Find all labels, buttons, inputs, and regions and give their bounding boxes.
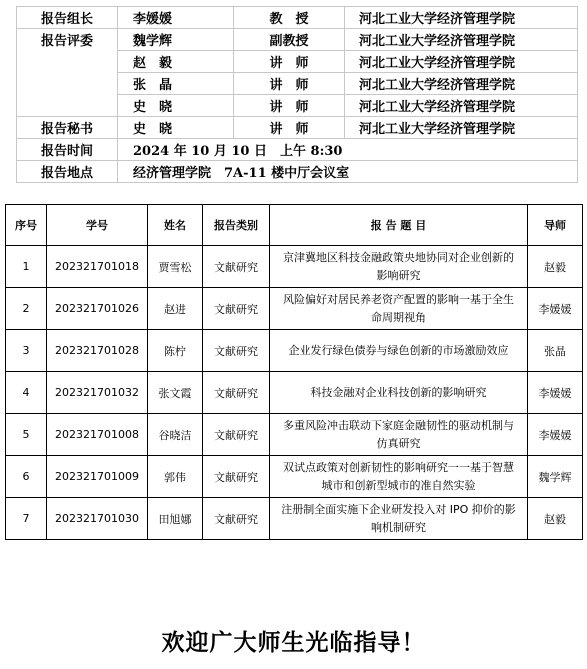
time-value: 2024 年 10 月 10 日 上午 8:30 [118,139,578,161]
schedule-table [5,204,583,540]
role-cell [17,51,118,73]
row-no: 6 [6,456,47,498]
row-advisor: 赵毅 [528,246,583,288]
member-name: 赵 毅 [118,51,234,73]
welcome-footer: 欢迎广大师生光临指导！ [161,629,426,656]
row-topic: 京津冀地区科技金融政策央地协同对企业创新的影响研究 [270,246,528,288]
committee-row [17,7,578,29]
table-row [6,456,583,498]
header-type: 报告类别 [203,205,270,246]
member-affiliation: 河北工业大学经济管理学院 [345,29,578,51]
row-name: 赵进 [148,288,203,330]
committee-row [17,117,578,139]
row-type: 文献研究 [203,414,270,456]
row-no: 4 [6,372,47,414]
row-advisor: 李媛媛 [528,288,583,330]
member-name: 史 晓 [118,95,234,117]
row-student-id: 202321701032 [47,372,148,414]
member-title: 讲 师 [234,73,345,95]
row-advisor: 李媛媛 [528,414,583,456]
member-title: 副教授 [234,29,345,51]
role-cell [17,73,118,95]
row-topic: 注册制全面实施下企业研发投入对 IPO 抑价的影响机制研究 [270,498,528,540]
row-topic: 科技金融对企业科技创新的影响研究 [270,372,528,414]
row-student-id: 202321701028 [47,330,148,372]
member-name: 魏学辉 [118,29,234,51]
row-type: 文献研究 [203,498,270,540]
row-no: 7 [6,498,47,540]
member-affiliation: 河北工业大学经济管理学院 [345,95,578,117]
row-advisor: 魏学辉 [528,456,583,498]
header-advisor: 导师 [528,205,583,246]
schedule-header-row [6,205,583,246]
row-advisor: 张晶 [528,330,583,372]
row-type: 文献研究 [203,456,270,498]
row-name: 张文霞 [148,372,203,414]
time-row [17,139,578,161]
row-student-id: 202321701008 [47,414,148,456]
role-cell [17,95,118,117]
row-topic: 企业发行绿色债券与绿色创新的市场激励效应 [270,330,528,372]
table-row [6,372,583,414]
member-affiliation: 河北工业大学经济管理学院 [345,51,578,73]
row-type: 文献研究 [203,246,270,288]
committee-table [16,6,578,183]
member-title: 讲 师 [234,95,345,117]
table-row [6,288,583,330]
row-type: 文献研究 [203,372,270,414]
member-name: 李媛媛 [118,7,234,29]
row-type: 文献研究 [203,288,270,330]
place-value: 经济管理学院 7A-11 楼中厅会议室 [118,161,578,183]
row-name: 田旭娜 [148,498,203,540]
row-name: 郭伟 [148,456,203,498]
row-topic: 多重风险冲击联动下家庭金融韧性的驱动机制与仿真研究 [270,414,528,456]
table-row [6,246,583,288]
time-label: 报告时间 [17,139,118,161]
row-student-id: 202321701018 [47,246,148,288]
row-name: 谷晓洁 [148,414,203,456]
header-topic: 报 告 题 目 [270,205,528,246]
row-advisor: 赵毅 [528,498,583,540]
row-type: 文献研究 [203,330,270,372]
member-affiliation: 河北工业大学经济管理学院 [345,7,578,29]
row-student-id: 202321701030 [47,498,148,540]
member-title: 讲 师 [234,117,345,139]
member-affiliation: 河北工业大学经济管理学院 [345,117,578,139]
table-row [6,498,583,540]
role-cell: 报告评委 [17,29,118,51]
row-student-id: 202321701026 [47,288,148,330]
member-title: 讲 师 [234,51,345,73]
place-row [17,161,578,183]
header-no: 序号 [6,205,47,246]
row-student-id: 202321701009 [47,456,148,498]
place-label: 报告地点 [17,161,118,183]
member-name: 张 晶 [118,73,234,95]
row-topic: 风险偏好对居民养老资产配置的影响一基于全生命周期视角 [270,288,528,330]
row-no: 2 [6,288,47,330]
row-name: 陈柠 [148,330,203,372]
role-cell: 报告秘书 [17,117,118,139]
role-cell: 报告组长 [17,7,118,29]
committee-row [17,73,578,95]
header-name: 姓名 [148,205,203,246]
row-name: 贾雪松 [148,246,203,288]
row-no: 5 [6,414,47,456]
committee-row [17,51,578,73]
row-topic: 双试点政策对创新韧性的影响研究一一基于智慧城市和创新型城市的准自然实验 [270,456,528,498]
table-row [6,414,583,456]
member-title: 教 授 [234,7,345,29]
member-name: 史 晓 [118,117,234,139]
committee-row [17,29,578,51]
member-affiliation: 河北工业大学经济管理学院 [345,73,578,95]
committee-row [17,95,578,117]
row-no: 3 [6,330,47,372]
header-student-id: 学号 [47,205,148,246]
table-row [6,330,583,372]
row-no: 1 [6,246,47,288]
row-advisor: 李媛媛 [528,372,583,414]
